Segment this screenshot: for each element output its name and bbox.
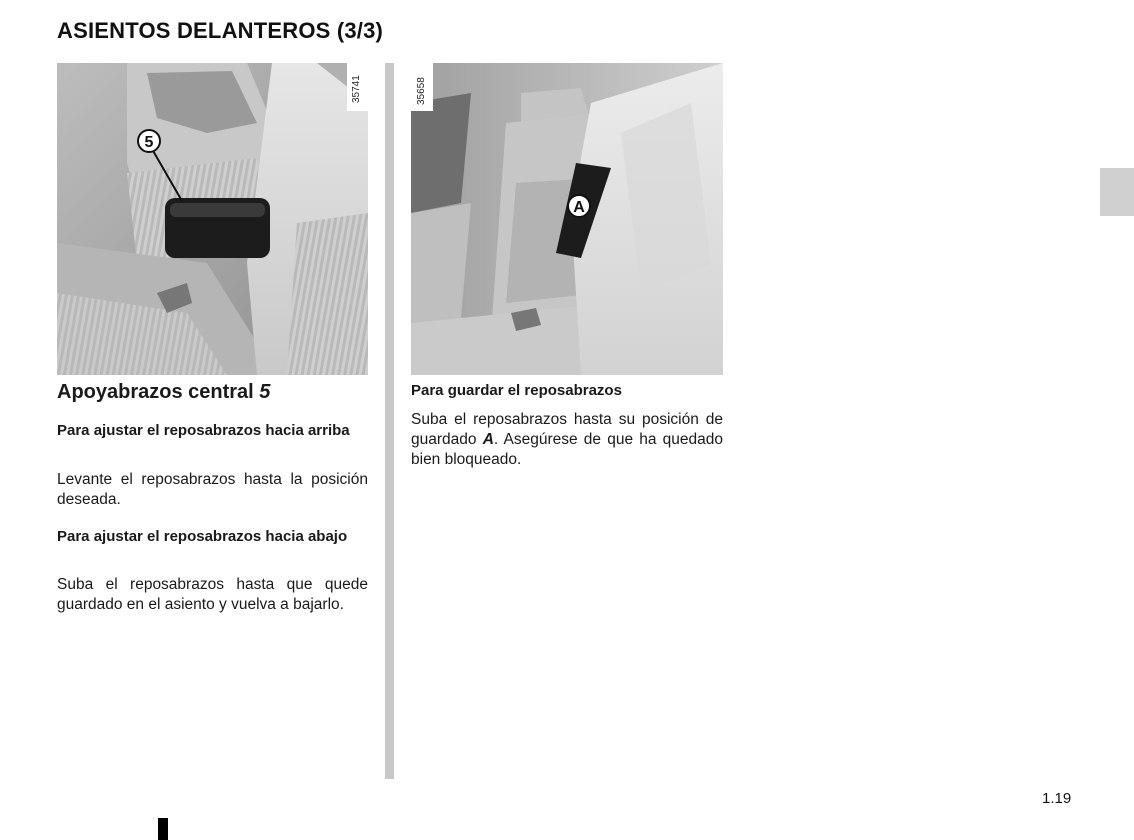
armrest-stowed-illustration (411, 63, 723, 375)
chapter-tab (1100, 168, 1134, 216)
stow-text: Suba el reposabrazos hasta su posición de guardado A. Asegúrese de que ha quedado bien bloqueado. (411, 411, 723, 468)
stow-heading: Para guardar el reposabrazos (411, 382, 622, 399)
figure-code-left: 35741 (351, 75, 362, 103)
column-divider (385, 63, 394, 779)
block-raise-text (57, 470, 368, 510)
armrest-photo-lowered (57, 63, 368, 375)
block-lower (57, 527, 368, 547)
callout-a: A (573, 199, 585, 216)
page-title: ASIENTOS DELANTEROS (3/3) (57, 18, 384, 43)
armrest-photo-stowed (411, 63, 723, 375)
lower-text: Suba el reposabrazos hasta que quede guardado en el asiento y vuelva a bajarlo. (57, 576, 368, 613)
figure-code-right: 35658 (416, 77, 427, 105)
armrest-illustration (57, 63, 368, 375)
block-raise (57, 421, 368, 441)
print-mark (158, 818, 168, 840)
block-lower-text (57, 575, 368, 615)
left-column (57, 380, 368, 404)
right-column (411, 381, 723, 401)
raise-text: Levante el reposabrazos hasta la posición deseada. (57, 471, 368, 508)
section-title: Apoyabrazos central 5 (57, 381, 271, 403)
callout-5: 5 (144, 134, 154, 151)
lower-heading: Para ajustar el reposabrazos hacia abajo (57, 528, 348, 545)
raise-heading: Para ajustar el reposabrazos hacia arriba (57, 422, 350, 439)
stow-text-block (411, 410, 723, 470)
page-number: 1.19 (1042, 790, 1072, 807)
